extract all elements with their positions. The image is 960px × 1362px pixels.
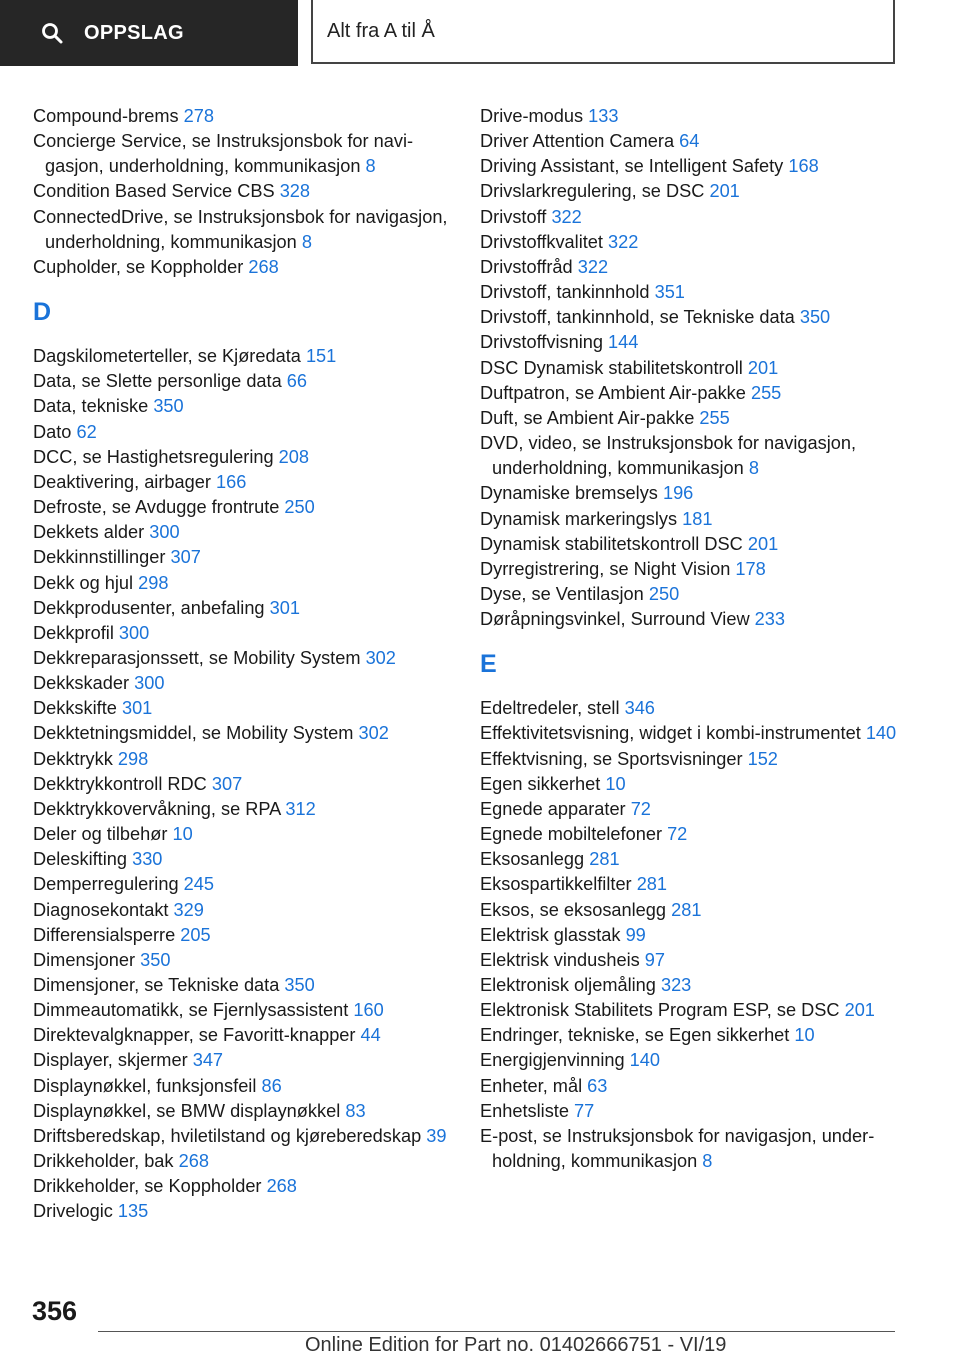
index-entry-text: Compound-brems (33, 106, 179, 126)
index-entry (33, 129, 453, 179)
index-entry (480, 998, 910, 1023)
index-entry-text: Cupholder, se Koppholder (33, 256, 244, 277)
index-entry-text: Elektronisk Stabilitets Program ESP, se DSC (480, 1000, 840, 1021)
index-entry (33, 1048, 453, 1073)
index-entry (33, 420, 453, 445)
search-icon (40, 21, 64, 45)
index-entry-text: Energigjenvinning (480, 1050, 625, 1071)
index-entry (33, 179, 453, 204)
index-entry-text: DSC Dynamisk stabilitetskontroll (480, 357, 743, 378)
index-entry-text: Deleskifting (33, 849, 128, 870)
index-entry-text: Elektrisk glasstak (480, 924, 621, 945)
index-entry (33, 696, 453, 721)
index-entry (33, 822, 453, 847)
index-entry (480, 607, 910, 632)
index-entry (33, 545, 453, 570)
index-entry (33, 772, 453, 797)
index-entry-page-link[interactable]: 300 (149, 522, 180, 543)
index-entry-page-link[interactable]: 307 (170, 547, 201, 568)
index-entry (33, 747, 453, 772)
index-entry-text: Dato (33, 421, 72, 442)
index-entry (480, 431, 910, 481)
index-entry (33, 255, 453, 280)
index-entry-page-link[interactable]: 140 (629, 1050, 661, 1071)
index-entry (480, 381, 910, 406)
index-entry (480, 1099, 910, 1124)
index-entry-text: Dimensjoner (33, 949, 136, 970)
footer-edition-text: Online Edition for Part no. 01402666751 - VI/19 (305, 1334, 727, 1356)
index-entry (480, 205, 910, 230)
index-entry (33, 394, 453, 419)
index-entry (33, 973, 453, 998)
index-entry-text: Displaynøkkel, funksjonsfeil (33, 1075, 257, 1096)
index-entry-text: Edeltredeler, stell (480, 698, 620, 719)
footer-divider (98, 1331, 895, 1332)
index-entry-page-link[interactable]: 72 (667, 824, 688, 845)
index-entry-page-link[interactable]: 8 (301, 231, 312, 252)
index-entry (480, 923, 910, 948)
page-header (0, 0, 960, 66)
index-entry (480, 330, 910, 355)
index-entry-text: Drivelogic (33, 1201, 113, 1222)
index-entry-page-link[interactable]: 250 (284, 497, 315, 518)
index-entry-page-link[interactable]: 140 (865, 723, 897, 744)
index-entry-text: Duftpatron, se Ambient Air-pakke (480, 382, 746, 403)
index-entry (33, 104, 453, 129)
index-entry (480, 557, 910, 582)
index-entry (33, 369, 453, 394)
index-entry-text: Data, tekniske (33, 396, 149, 417)
index-entry-text: Drivstoffvisning (480, 332, 603, 353)
index-entry-text: DCC, se Hastighetsregulering (33, 446, 274, 467)
index-entry (480, 255, 910, 280)
index-entry-text: Dynamisk markeringslys (480, 508, 678, 529)
index-entry-page-link[interactable]: 160 (353, 1000, 384, 1021)
index-entry-page-link[interactable]: 66 (286, 371, 308, 392)
index-entry (33, 1149, 453, 1174)
index-entry-text: Drive-modus (480, 106, 584, 126)
index-entry-text: Driving Assistant, se Intelligent Safety (480, 156, 784, 177)
section-tab[interactable] (311, 0, 895, 64)
index-entry-text: Driftsberedskap, hviletilstand og kjøreberedskap (33, 1125, 422, 1146)
index-entry-page-link[interactable]: 133 (588, 106, 619, 126)
index-entry-text: Drivstoff, tankinnhold, se Tekniske data (480, 307, 795, 328)
index-entry-text: Drivstoffråd (480, 256, 573, 277)
index-entry (480, 154, 910, 179)
index-entry-text: Dekktrykkontroll RDC (33, 773, 207, 794)
index-entry-text: Dynamisk stabilitetskontroll DSC (480, 533, 743, 554)
index-entry-page-link[interactable]: 328 (279, 181, 311, 202)
index-entry (480, 721, 910, 746)
index-entry-page-link[interactable]: 10 (794, 1025, 815, 1046)
index-entry (480, 1023, 910, 1048)
index-entry (33, 445, 453, 470)
index-entry-text: Dekkinnstillinger (33, 547, 166, 568)
index-entry-page-link[interactable]: 201 (747, 357, 779, 378)
index-entry (480, 507, 910, 532)
index-entry (33, 596, 453, 621)
index-entry-text: Egnede mobiltelefoner (480, 824, 662, 845)
index-entry-page-link[interactable]: 298 (138, 572, 169, 593)
index-entry-page-link[interactable]: 268 (178, 1151, 209, 1172)
index-entry-page-link[interactable]: 346 (624, 698, 655, 719)
index-entry (33, 1099, 453, 1124)
index-entry-page-link[interactable]: 322 (608, 231, 639, 252)
index-entry-page-link[interactable]: 77 (574, 1100, 595, 1121)
index-entry-text: Døråpningsvinkel, Surround View (480, 609, 750, 630)
index-entry-page-link[interactable]: 72 (630, 798, 651, 819)
index-entry-text: Dimensjoner, se Tekniske data (33, 975, 280, 995)
index-entry-page-link[interactable]: 300 (118, 622, 150, 643)
index-entry-page-link[interactable]: 350 (140, 949, 171, 970)
index-entry (480, 973, 910, 998)
index-entry (33, 998, 453, 1023)
index-entry-page-link[interactable]: 152 (747, 748, 778, 769)
index-entry-page-link[interactable]: 302 (365, 647, 396, 668)
index-entry-text: Egnede apparater (480, 798, 626, 819)
index-entry-page-link[interactable]: 233 (754, 609, 786, 630)
index-entry-page-link[interactable]: 201 (844, 1000, 875, 1021)
index-entry-page-link[interactable]: 351 (654, 282, 685, 303)
index-entry-text: Dekk og hjul (33, 572, 134, 593)
index-entry-page-link[interactable]: 99 (625, 924, 646, 945)
search-tab[interactable] (0, 0, 298, 66)
index-entry-text: Effektivitetsvisning, widget i kombi-instrumentet (480, 723, 861, 744)
index-entry-text: Dagskilometerteller, se Kjøredata (33, 346, 301, 367)
index-entry-page-link[interactable]: 39 (426, 1125, 447, 1146)
index-entry-page-link[interactable]: 281 (636, 874, 668, 895)
index-entry-text: Data, se Slette personlige data (33, 371, 282, 392)
index-entry-page-link[interactable]: 350 (284, 975, 315, 995)
index-entry-page-link[interactable]: 178 (735, 558, 766, 579)
index-entry-page-link[interactable]: 301 (269, 597, 300, 618)
index-entry-page-link[interactable]: 64 (679, 131, 700, 152)
index-entry-text: Dekkreparasjonssett, se Mobility System (33, 647, 361, 668)
index-entry (480, 847, 910, 872)
index-entry (33, 1023, 453, 1048)
index-entry-text: Driver Attention Camera (480, 131, 675, 152)
index-entry-page-link[interactable]: 330 (132, 849, 163, 870)
index-entry-text: Concierge Service, se Instruksjonsbok for navigasjon, underholdning, kommunikasjon (33, 131, 414, 177)
index-entry (33, 923, 453, 948)
page-number: 356 (32, 1296, 78, 1326)
index-entry-text: Dynamiske bremselys (480, 483, 658, 504)
index-entry-page-link[interactable]: 208 (278, 446, 310, 467)
index-entry (480, 747, 910, 772)
index-entry (480, 797, 910, 822)
index-entry-page-link[interactable]: 301 (121, 698, 153, 719)
index-entry-page-link[interactable]: 135 (117, 1201, 149, 1222)
index-entry-page-link[interactable]: 329 (173, 899, 204, 920)
index-entry (480, 532, 910, 557)
index-entry (33, 1199, 453, 1224)
index-entry-page-link[interactable]: 83 (345, 1100, 366, 1121)
index-column-left (33, 104, 453, 1225)
index-entry-text: Dekkskader (33, 673, 130, 694)
index-entry (480, 406, 910, 431)
index-entry-page-link[interactable]: 268 (266, 1176, 297, 1197)
index-entry-text: Eksosanlegg (480, 849, 585, 870)
index-entry-text: Drikkeholder, se Koppholder (33, 1176, 262, 1197)
index-entry (33, 205, 453, 255)
index-entry (480, 356, 910, 381)
index-entry-page-link[interactable]: 86 (261, 1075, 282, 1096)
index-entry-text: Drivstoffkvalitet (480, 231, 603, 252)
index-entry (480, 772, 910, 797)
index-entry (480, 1048, 910, 1073)
index-entry-page-link[interactable]: 168 (788, 156, 819, 177)
index-entry-page-link[interactable]: 44 (360, 1025, 381, 1046)
index-entry-text: Dekktrykk (33, 748, 113, 769)
index-entry-text: Dekktrykkovervåkning, se RPA (33, 798, 281, 819)
index-entry (33, 621, 453, 646)
index-entry-page-link[interactable]: 8 (365, 156, 376, 177)
index-entry-text: Dyrregistrering, se Night Vision (480, 558, 731, 579)
index-entry (480, 129, 910, 154)
index-entry (33, 671, 453, 696)
index-entry (480, 822, 910, 847)
index-letter-heading: D (33, 298, 52, 327)
index-entry (33, 847, 453, 872)
index-entry-page-link[interactable]: 323 (660, 975, 692, 995)
index-entry-text: Dekkprofil (33, 622, 114, 643)
index-entry-page-link[interactable]: 151 (305, 346, 337, 367)
index-entry-page-link[interactable]: 201 (709, 181, 740, 202)
index-entry (480, 696, 910, 721)
index-entry-text: Drivslarkregulering, se DSC (480, 181, 705, 202)
index-entry-text: Dimmeautomatikk, se Fjernlysassistent (33, 1000, 349, 1021)
index-entry-page-link[interactable]: 278 (183, 106, 214, 126)
index-entry (480, 1074, 910, 1099)
index-entry-page-link[interactable]: 312 (285, 798, 316, 819)
index-entry-page-link[interactable]: 8 (748, 458, 759, 479)
index-entry-page-link[interactable]: 268 (248, 256, 279, 277)
index-entry (480, 1124, 910, 1174)
index-entry (33, 948, 453, 973)
index-entry-text: Drikkeholder, bak (33, 1151, 174, 1172)
index-entry-page-link[interactable]: 307 (211, 773, 243, 794)
index-entry-text: Drivstoff, tankinnhold (480, 282, 650, 303)
index-entry (33, 872, 453, 897)
index-entry-text: Endringer, tekniske, se Egen sikkerhet (480, 1025, 790, 1046)
index-entry-page-link[interactable]: 300 (134, 673, 165, 694)
index-entry-text: Eksospartikkelfilter (480, 874, 632, 895)
index-entry-text: Differensialsperre (33, 924, 176, 945)
index-entry-page-link[interactable]: 205 (180, 924, 211, 945)
index-entry-text: Defroste, se Avdugge frontrute (33, 497, 280, 518)
section-tab-label: Alt fra A til Å (327, 19, 435, 42)
index-entry-page-link[interactable]: 62 (76, 421, 97, 442)
index-entry (33, 495, 453, 520)
index-entry-page-link[interactable]: 255 (750, 382, 782, 403)
index-entry-page-link[interactable]: 302 (358, 723, 389, 744)
index-entry-text: ConnectedDrive, se Instruksjonsbok for navigasjon, underholdning, kommunikasjon (33, 206, 448, 252)
index-entry-page-link[interactable]: 63 (587, 1075, 608, 1096)
index-entry (33, 470, 453, 495)
index-entry-page-link[interactable]: 201 (747, 533, 779, 554)
index-entry (33, 797, 453, 822)
index-entry-text: Dekkprodusenter, anbefaling (33, 597, 265, 618)
index-entry-page-link[interactable]: 347 (192, 1050, 224, 1071)
index-entry (480, 179, 910, 204)
index-entry-page-link[interactable]: 298 (117, 748, 149, 769)
index-entry (33, 646, 453, 671)
index-entry-page-link[interactable]: 245 (183, 874, 214, 895)
index-entry (480, 898, 910, 923)
index-entry-text: Eksos, se eksosanlegg (480, 899, 667, 920)
index-entry-text: Demperregulering (33, 874, 179, 895)
search-tab-label: OPPSLAG (84, 21, 184, 44)
index-entry-text: Deler og tilbehør (33, 824, 168, 845)
index-column-right (480, 104, 910, 1174)
index-entry (33, 898, 453, 923)
index-entry-page-link[interactable]: 166 (216, 471, 247, 492)
index-entry (33, 1074, 453, 1099)
index-entry-text: Elektronisk oljemåling (480, 975, 656, 995)
index-entry-page-link[interactable]: 196 (662, 483, 694, 504)
index-entry-page-link[interactable]: 322 (551, 206, 582, 227)
index-entry-page-link[interactable]: 350 (153, 396, 184, 417)
index-entry-page-link[interactable]: 350 (799, 307, 831, 328)
index-entry-text: Dyse, se Ventilasjon (480, 583, 644, 604)
index-entry-text: Dekkets alder (33, 522, 145, 543)
index-entry-page-link[interactable]: 250 (648, 583, 680, 604)
index-entry (480, 582, 910, 607)
index-entry-text: Egen sikkerhet (480, 773, 601, 794)
index-entry (480, 104, 910, 129)
index-entry-text: Effektvisning, se Sportsvisninger (480, 748, 743, 769)
index-entry-page-link[interactable]: 10 (172, 824, 193, 845)
index-letter-heading: E (480, 650, 497, 679)
index-entry (33, 1174, 453, 1199)
index-entry (33, 721, 453, 746)
index-entry-page-link[interactable]: 10 (605, 773, 626, 794)
index-entry-page-link[interactable]: 144 (608, 332, 639, 353)
index-entry-page-link[interactable]: 281 (589, 849, 620, 870)
index-entry (480, 948, 910, 973)
index-entry-page-link[interactable]: 8 (702, 1151, 713, 1172)
index-entry-text: Enhetsliste (480, 1100, 569, 1121)
index-entry-text: Diagnosekontakt (33, 899, 169, 920)
index-entry-text: Dekkskifte (33, 698, 117, 719)
index-entry (480, 230, 910, 255)
index-entry-text: Duft, se Ambient Air-pakke (480, 407, 695, 428)
index-entry (480, 481, 910, 506)
index-entry-text: Displayer, skjermer (33, 1050, 188, 1071)
index-entry-text: Direktevalgknapper, se Favoritt-knapper (33, 1025, 356, 1046)
index-entry (480, 872, 910, 897)
index-entry-text: Condition Based Service CBS (33, 181, 275, 202)
index-entry (480, 280, 910, 305)
index-entry (33, 520, 453, 545)
index-entry-text: E-post, se Instruksjonsbok for navigasjon, underholdning, kommunikasjon (480, 1125, 875, 1172)
index-entry-page-link[interactable]: 281 (671, 899, 702, 920)
index-entry (480, 305, 910, 330)
index-entry-text: Enheter, mål (480, 1075, 583, 1096)
index-entry-page-link[interactable]: 97 (644, 949, 666, 970)
index-entry-text: DVD, video, se Instruksjonsbok for navigasjon, underholdning, kommunikasjon (480, 433, 857, 479)
index-entry (33, 1124, 453, 1149)
index-entry-text: Drivstoff (480, 206, 547, 227)
index-entry-text: Deaktivering, airbager (33, 471, 211, 492)
index-entry (33, 571, 453, 596)
index-entry-text: Dekktetningsmiddel, se Mobility System (33, 723, 354, 744)
index-entry-page-link[interactable]: 255 (699, 407, 730, 428)
index-entry-page-link[interactable]: 322 (577, 256, 609, 277)
index-entry-text: Displaynøkkel, se BMW displaynøkkel (33, 1100, 341, 1121)
index-entry (33, 344, 453, 369)
index-entry-page-link[interactable]: 181 (682, 508, 713, 529)
index-entry-text: Elektrisk vindusheis (480, 949, 640, 970)
